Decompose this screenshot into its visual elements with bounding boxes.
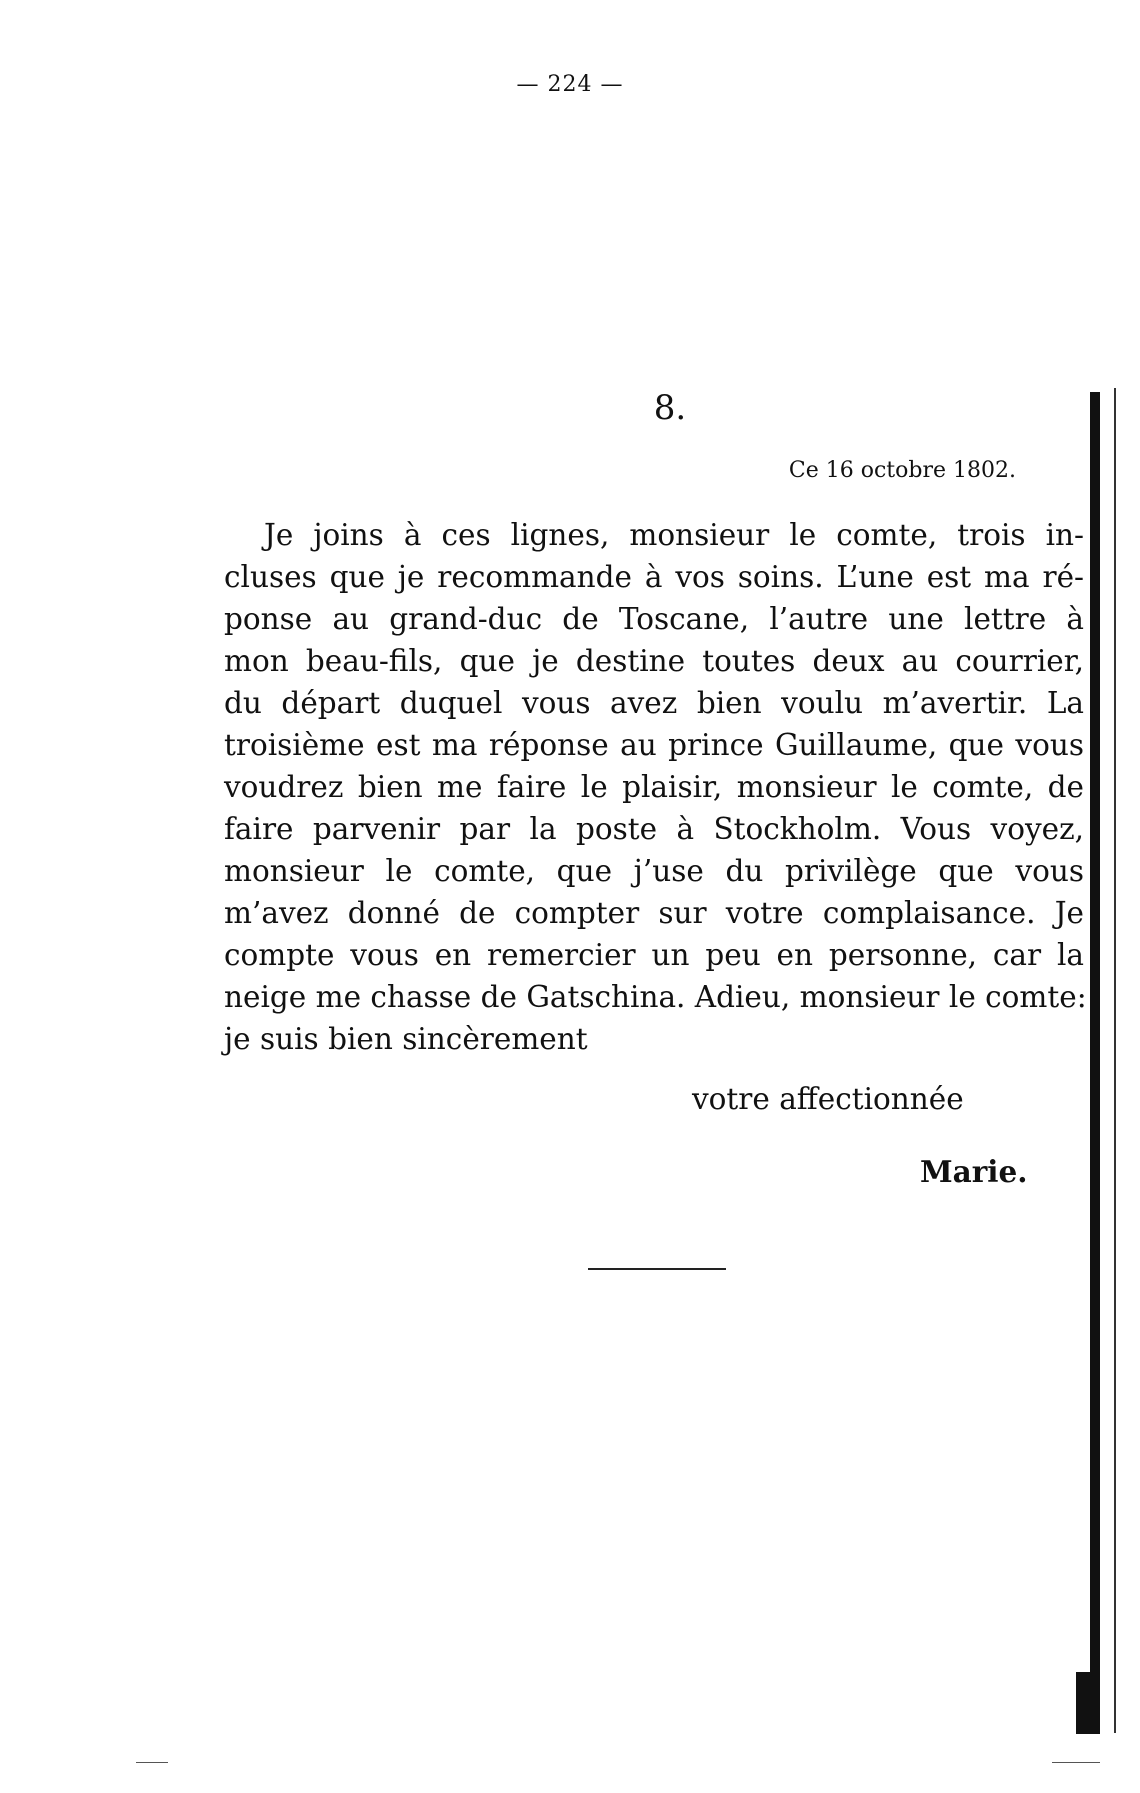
body-line: Je joins à ces lignes, monsieur le comte, trois in- [264, 518, 1084, 552]
letter-date: Ce 16 octobre 1802. [788, 458, 1016, 483]
body-line: faire parvenir par la poste à Stockholm. Vous voyez, [224, 812, 1084, 846]
body-line: ponse au grand-duc de Toscane, l’autre une lettre à [224, 602, 1084, 636]
body-line: du départ duquel vous avez bien voulu m’avertir. La [224, 686, 1084, 720]
body-line: compte vous en remercier un peu en personne, car la [224, 938, 1084, 972]
page-edge-shadow [1090, 392, 1100, 1732]
body-line: je suis bien sincèrement [224, 1022, 588, 1056]
body-line: monsieur le comte, que j’use du privilège que vous [224, 854, 1084, 888]
letter-number: 8. [653, 388, 687, 428]
letter-body [224, 514, 1087, 1060]
body-line: mon beau-fils, que je destine toutes deux au courrier, [224, 644, 1084, 678]
scan-mark-right [1052, 1762, 1100, 1763]
body-line: troisième est ma réponse au prince Guillaume, que vous [224, 728, 1084, 762]
scan-mark-left [136, 1762, 168, 1763]
body-line: voudrez bien me faire le plaisir, monsieur le comte, de [224, 770, 1084, 804]
letter-signature: Marie. [920, 1154, 1028, 1189]
page-edge-shadow-bottom [1076, 1672, 1100, 1734]
body-line: cluses que je recommande à vos soins. L’une est ma ré- [224, 560, 1084, 594]
body-line: m’avez donné de compter sur votre complaisance. Je [224, 896, 1084, 930]
page-edge-line [1114, 388, 1116, 1733]
section-divider [588, 1268, 726, 1270]
body-line: neige me chasse de Gatschina. Adieu, monsieur le comte: [224, 980, 1087, 1014]
letter-closing: votre affectionnée [692, 1082, 964, 1116]
page-number: — 224 — [516, 72, 624, 97]
